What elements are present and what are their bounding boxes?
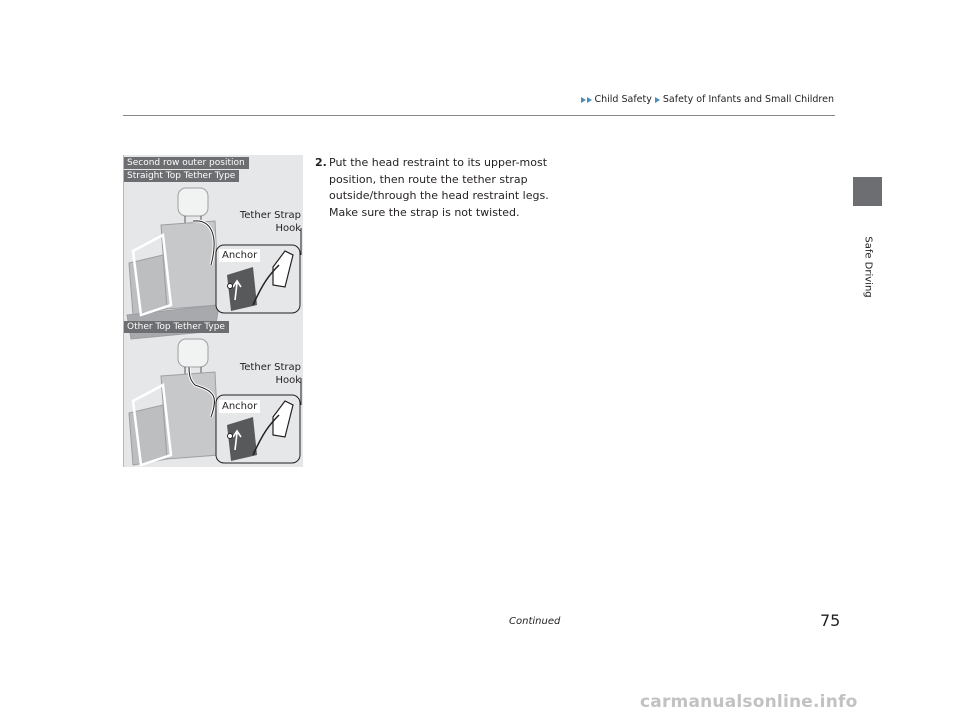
section-tab-label: Safe Driving [862,236,874,298]
anchor-inset-top [216,228,301,313]
anchor-label-top: Anchor [219,249,260,262]
seat-illustration-top [127,188,219,339]
breadcrumb [560,94,834,105]
breadcrumb-arrow-icon [587,97,592,103]
type-tag-straight: Straight Top Tether Type [123,170,239,182]
breadcrumb-arrow-icon [581,97,586,103]
continued-label: Continued [509,616,561,627]
illustration-panel [123,155,303,467]
anchor-label-bottom: Anchor [219,400,260,413]
breadcrumb-arrow-icon [655,97,660,103]
breadcrumb-item-infants[interactable]: Safety of Infants and Small Children [662,94,834,105]
position-tag: Second row outer position [123,157,249,169]
seat-illustration-bottom [129,339,219,465]
tether-illustration [123,155,303,467]
type-tag-other: Other Top Tether Type [123,321,229,333]
section-tab-marker[interactable] [853,177,882,206]
breadcrumb-item-child-safety[interactable]: Child Safety [594,94,652,105]
header-divider [123,115,835,116]
page-number: 75 [820,611,841,630]
step-number: 2. [315,156,327,169]
anchor-inset-bottom [216,378,301,463]
watermark: carmanualsonline.info [640,692,858,712]
step-text: Put the head restraint to its upper-most position, then route the tether strap outside/through the head restraint legs. Make sure the strap is not twisted. [329,156,549,219]
figure-divider [123,155,124,467]
tether-hook-label-top: Tether Strap Hook [239,210,301,234]
tether-hook-label-bottom: Tether Strap Hook [239,362,301,386]
instruction-step [315,155,555,221]
